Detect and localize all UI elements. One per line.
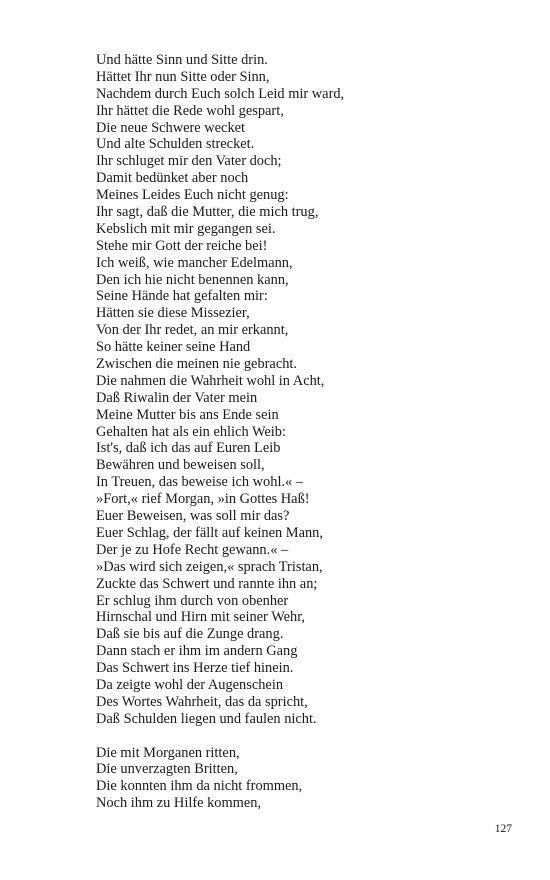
verse-line: Von der Ihr redet, an mir erkannt, (96, 322, 289, 339)
verse-line: Die mit Morganen ritten, (96, 744, 240, 761)
verse-line: »Fort,« rief Morgan, »in Gottes Haß! (96, 491, 310, 508)
verse-line: Die nahmen die Wahrheit wohl in Acht, (96, 372, 325, 389)
verse-line: Zwischen die meinen nie gebracht. (96, 356, 297, 373)
verse-line: In Treuen, das beweise ich wohl.« – (96, 474, 304, 491)
verse-line: Daß Schulden liegen und faulen nicht. (96, 710, 317, 727)
verse-line: Noch ihm zu Hilfe kommen, (96, 795, 262, 812)
verse-line: Die unverzagten Britten, (96, 761, 238, 778)
verse-line: Meine Mutter bis ans Ende sein (96, 406, 279, 423)
verse-line: Den ich hie nicht benennen kann, (96, 271, 289, 288)
verse-line: Hättet Ihr nun Sitte oder Sinn, (96, 68, 270, 85)
verse-line: Kebslich mit mir gegangen sei. (96, 220, 276, 237)
verse-line: Hätten sie diese Missezier, (96, 305, 250, 322)
verse-line: Euer Beweisen, was soll mir das? (96, 508, 290, 525)
verse-line: Die konnten ihm da nicht frommen, (96, 778, 303, 795)
verse-line: Ich weiß, wie mancher Edelmann, (96, 254, 293, 271)
verse-line: Und alte Schulden strecket. (96, 136, 255, 153)
stanza (96, 745, 516, 813)
page-number: 127 (494, 823, 512, 835)
poem-text (96, 52, 516, 812)
verse-line: Und hätte Sinn und Sitte drin. (96, 52, 268, 68)
verse-line: Dann stach er ihm im andern Gang (96, 643, 298, 660)
verse-line: Des Wortes Wahrheit, das da spricht, (96, 693, 308, 710)
verse-line: Nachdem durch Euch solch Leid mir ward, (96, 85, 345, 102)
verse-line: Die neue Schwere wecket (96, 119, 246, 136)
verse-line: Er schlug ihm durch von obenher (96, 592, 289, 609)
stanza (96, 52, 516, 728)
verse-line: Gehalten hat als ein ehlich Weib: (96, 423, 286, 440)
verse-line: Der je zu Hofe Recht gewann.« – (96, 541, 289, 558)
verse-line: Damit bedünket aber noch (96, 170, 249, 187)
verse-line: Ihr hättet die Rede wohl gespart, (96, 102, 284, 119)
verse-line: Daß sie bis auf die Zunge drang. (96, 626, 284, 643)
verse-line: Zuckte das Schwert und rannte ihn an; (96, 575, 318, 592)
verse-line: Hirnschal und Hirn mit seiner Wehr, (96, 609, 306, 626)
verse-line: Ihr schluget mir den Vater doch; (96, 153, 282, 170)
verse-line: Daß Riwalin der Vater mein (96, 389, 258, 406)
verse-line: Seine Hände hat gefalten mir: (96, 288, 268, 305)
verse-line: Ihr sagt, daß die Mutter, die mich trug, (96, 204, 319, 221)
verse-line: Bewähren und beweisen soll, (96, 457, 265, 474)
verse-line: Euer Schlag, der fällt auf keinen Mann, (96, 524, 323, 541)
verse-line: Ist's, daß ich das auf Euren Leib (96, 440, 281, 457)
verse-line: Das Schwert ins Herze tief hinein. (96, 660, 294, 677)
verse-line: Stehe mir Gott der reiche bei! (96, 237, 268, 254)
verse-line: Meines Leides Euch nicht genug: (96, 187, 289, 204)
verse-line: So hätte keiner seine Hand (96, 339, 251, 356)
verse-line: »Das wird sich zeigen,« sprach Tristan, (96, 558, 323, 575)
verse-line: Da zeigte wohl der Augenschein (96, 676, 284, 693)
